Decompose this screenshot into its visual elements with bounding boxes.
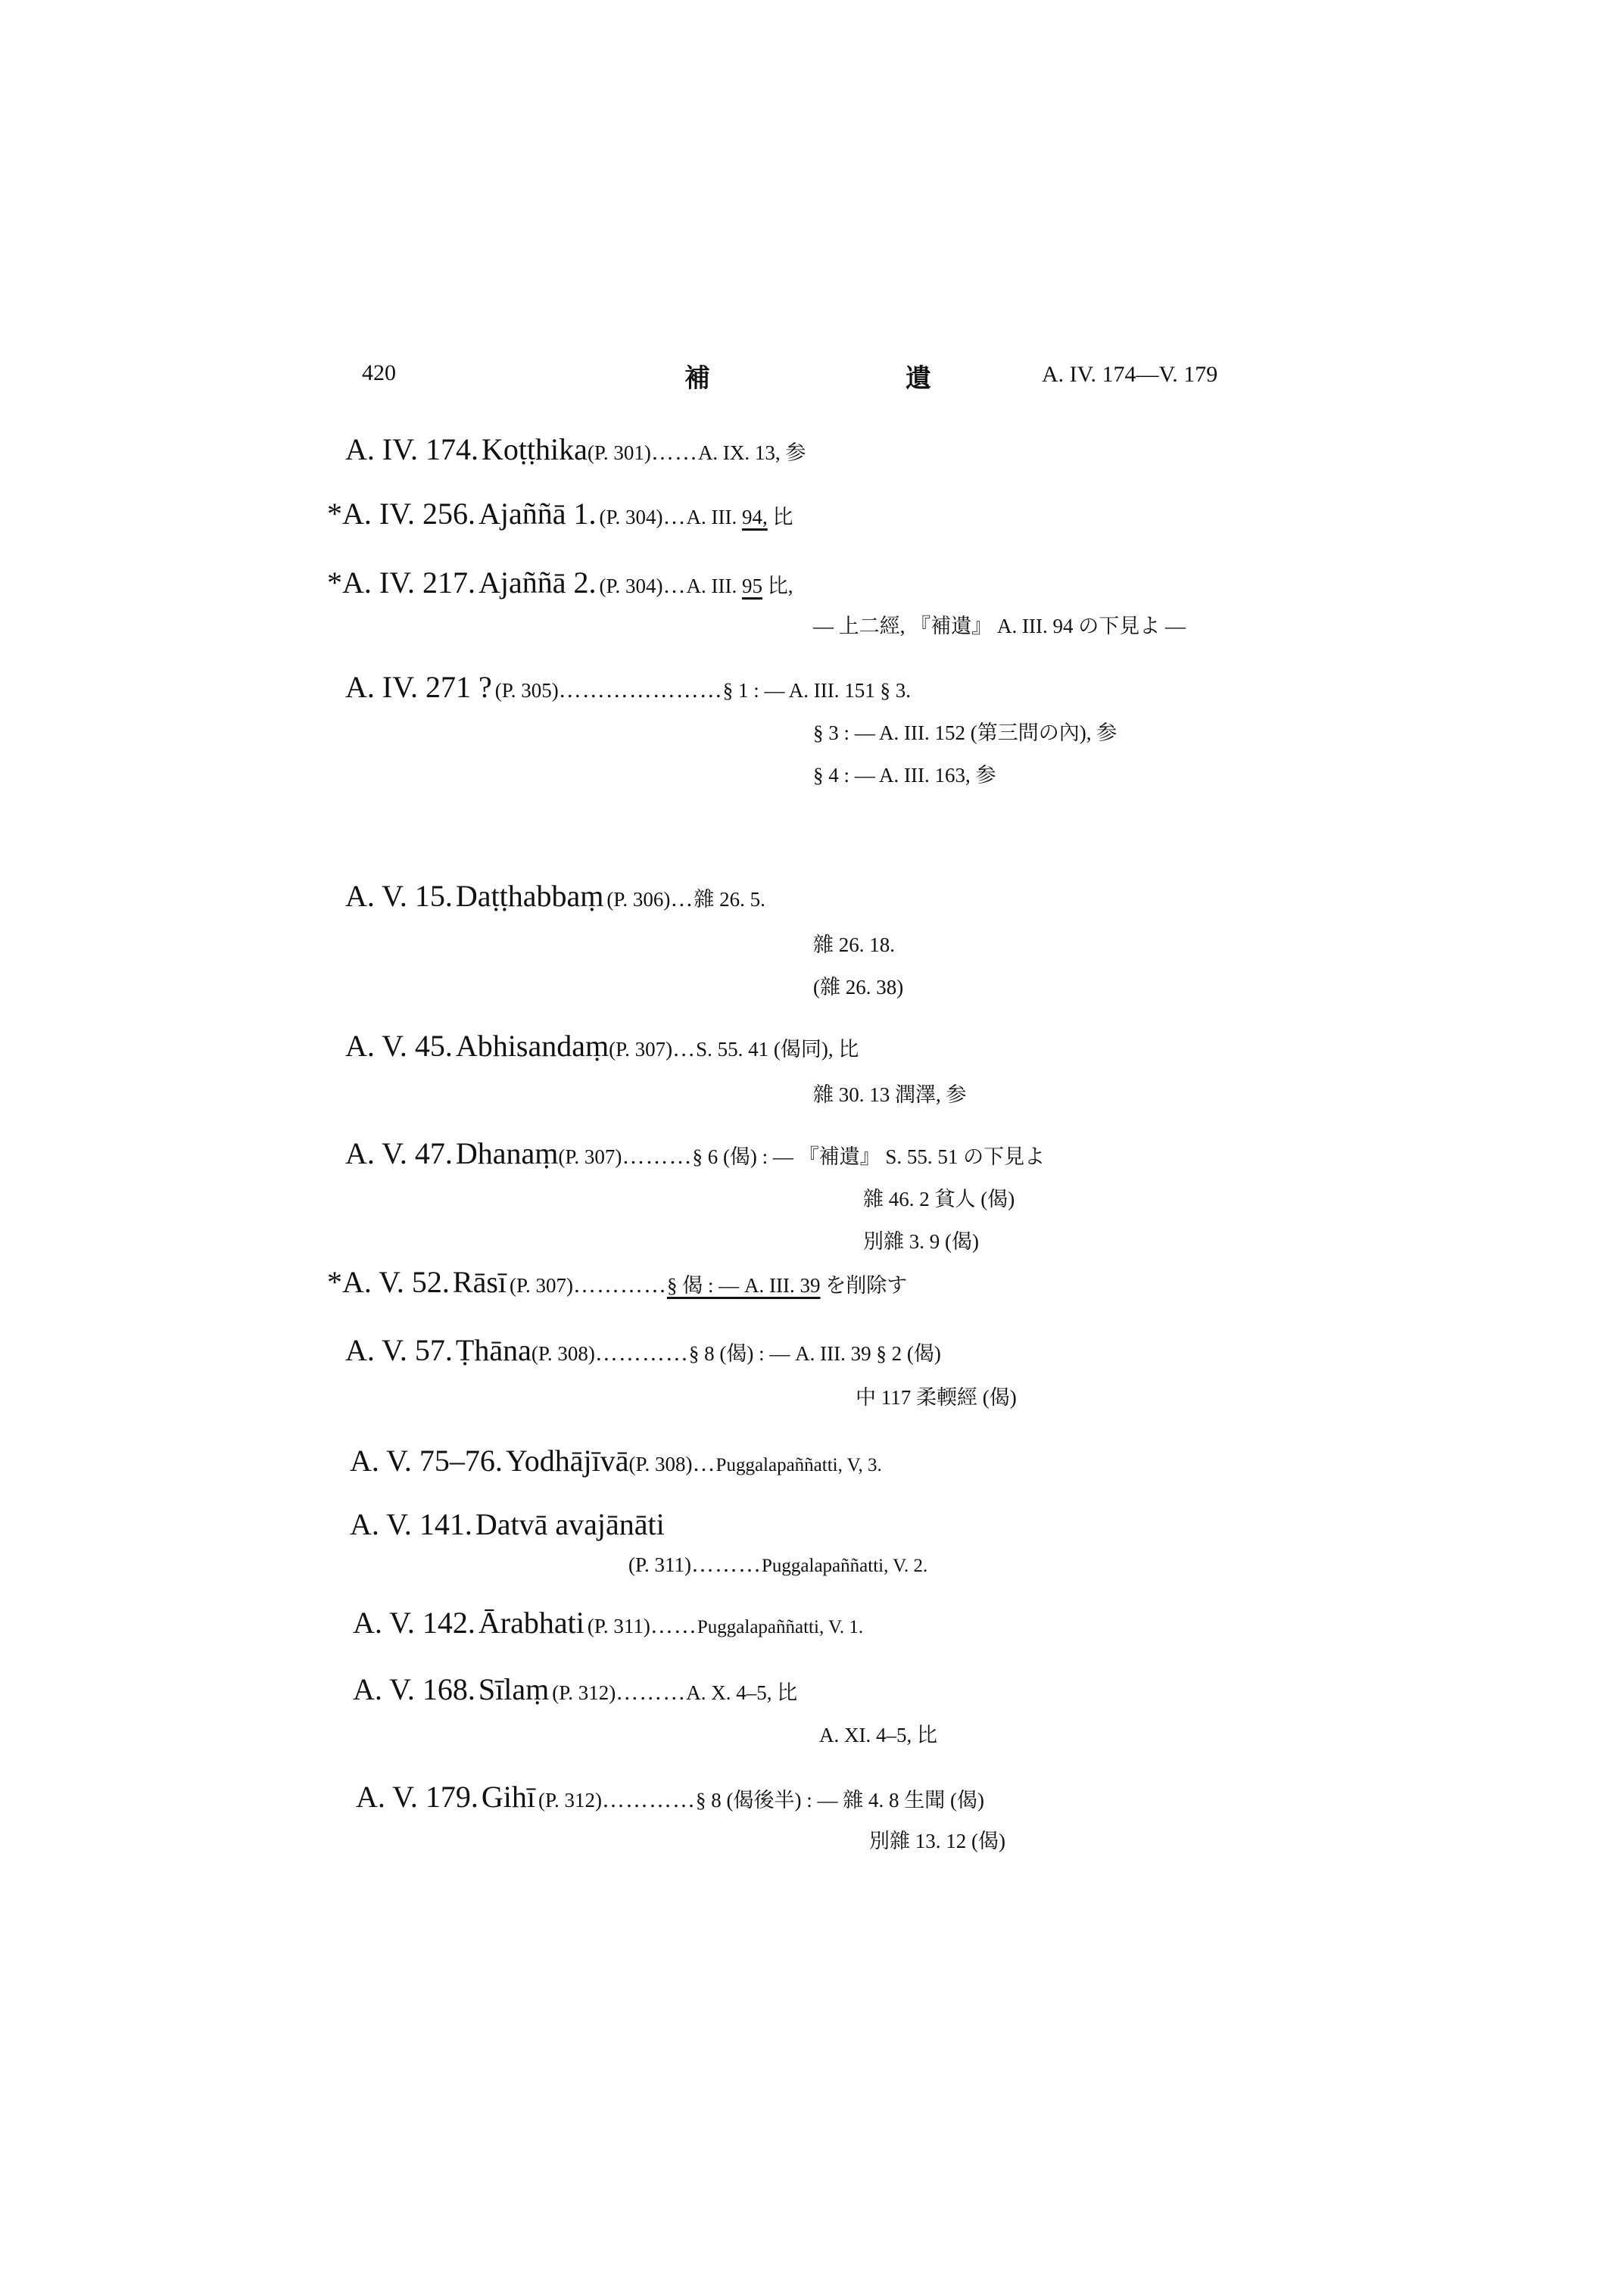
page-number: 420 (362, 360, 396, 385)
entry-subline: 中 117 柔輭經 (偈) (856, 1386, 1017, 1409)
leader-dots: … (662, 504, 687, 529)
entry (327, 1264, 907, 1300)
leader-dots: … (692, 1451, 716, 1476)
entry-title: Gihī (481, 1780, 536, 1814)
entry-ref: A. V. 57. (345, 1333, 453, 1367)
entry (350, 1506, 665, 1542)
entry-target-suffix: 比, (762, 575, 793, 597)
entry-ref: A. V. 141. (350, 1507, 472, 1541)
running-title-right: 遺 (906, 365, 931, 393)
entry (356, 1779, 984, 1815)
entry-target-underlined: § 偈 : — A. III. 39 (667, 1274, 821, 1297)
entry-title: Ārabhati (478, 1606, 584, 1640)
entry-target: § 6 (偈) : — 『補遺』 S. 55. 51 の下見よ (692, 1145, 1046, 1168)
entry-ref: A. V. 47. (345, 1136, 453, 1170)
entry-subline: 雜 46. 2 貧人 (偈) (863, 1188, 1015, 1210)
entry-title: Dhanaṃ (455, 1136, 559, 1170)
entry-title: Ajaññā 1. (478, 497, 597, 531)
leader-dots: …… (650, 1613, 697, 1638)
entry-subline: 雜 26. 18. (813, 933, 895, 956)
entry-title: Yodhājīvā (505, 1444, 629, 1478)
entry (327, 565, 793, 600)
entry-ref: *A. IV. 217. (327, 565, 475, 600)
entry-title: Ajaññā 2. (478, 565, 597, 600)
entry-target: § 8 (偈) : — A. III. 39 § 2 (偈) (688, 1342, 941, 1365)
entry-title: Rāsī (452, 1265, 507, 1299)
entry-subline: — 上二經, 『補遺』 A. III. 94 の下見よ — (813, 615, 1186, 637)
entry-target: Puggalapaññatti, V, 3. (715, 1455, 882, 1475)
entry-ref: A. V. 15. (345, 879, 453, 913)
entry-target: Puggalapaññatti, V. 2. (762, 1556, 928, 1576)
entry-page: (P. 307) (609, 1038, 673, 1061)
entry (345, 1332, 941, 1368)
entry (345, 878, 765, 914)
entry-target-underlined: 95 (741, 575, 762, 597)
entry-target-prefix: A. III. (686, 506, 742, 528)
entry (345, 1028, 859, 1064)
leader-dots: ………………… (558, 678, 723, 703)
entry-target: 雜 26. 5. (694, 888, 765, 911)
entry-subline: (雜 26. 38) (813, 976, 904, 999)
entry-page: (P. 312) (538, 1789, 603, 1812)
leader-dots: … (670, 886, 694, 911)
entry-page: (P. 311) (628, 1553, 692, 1576)
leader-dots: ……… (691, 1552, 762, 1577)
entry (350, 1443, 882, 1478)
leader-dots: … (662, 573, 687, 598)
entry-subline: 別雜 13. 12 (偈) (869, 1830, 1005, 1852)
entry-target: A. X. 4–5, 比 (686, 1681, 798, 1704)
entry-ref: A. V. 168. (353, 1672, 475, 1706)
entry-target-prefix: A. III. (686, 575, 742, 597)
entry-ref: A. V. 75–76. (350, 1444, 503, 1478)
entry-continuation (628, 1552, 927, 1578)
entry (327, 496, 793, 531)
entry-page: (P. 307) (558, 1145, 622, 1168)
entry-title: Sīlaṃ (478, 1672, 550, 1706)
entry-ref: A. V. 45. (345, 1029, 453, 1063)
entry-page: (P. 312) (552, 1681, 616, 1704)
leader-dots: ……… (622, 1144, 693, 1169)
entry-target: S. 55. 41 (偈同), 比 (696, 1038, 859, 1061)
entry-page: (P. 305) (494, 679, 559, 702)
entry (353, 1671, 797, 1707)
entry-subline: A. XI. 4–5, 比 (819, 1724, 937, 1746)
entry (345, 1136, 1045, 1171)
entry-target-underlined: 94, (741, 506, 768, 528)
entry-target: Puggalapaññatti, V. 1. (697, 1617, 864, 1637)
entry (353, 1605, 863, 1640)
entry-ref: A. IV. 271 ? (345, 670, 492, 704)
entry-page: (P. 301) (587, 441, 651, 464)
entry-page: (P. 307) (510, 1274, 574, 1297)
entry-ref: A. IV. 174. (345, 432, 478, 466)
entry-title: Daṭṭhabbaṃ (455, 879, 604, 913)
entry-page: (P. 308) (628, 1453, 693, 1475)
entry-title: Abhisandaṃ (455, 1029, 609, 1063)
entry-page: (P. 311) (587, 1615, 650, 1637)
entry-title: Koṭṭhika (481, 432, 588, 466)
entry-subline: 別雜 3. 9 (偈) (863, 1230, 979, 1253)
leader-dots: ……… (616, 1680, 687, 1705)
leader-dots: …… (650, 440, 698, 465)
entry-title: Datvā avajānāti (475, 1507, 665, 1541)
entry-page: (P. 304) (599, 506, 663, 528)
entry-target: § 1 : — A. III. 151 § 3. (722, 679, 911, 702)
entry-ref: *A. V. 52. (327, 1265, 450, 1299)
entry-target-suffix: を削除す (820, 1274, 908, 1297)
entry-target: § 8 (偈後半) : — 雜 4. 8 生聞 (偈) (696, 1789, 985, 1812)
entry-title: Ṭhāna (455, 1333, 531, 1367)
entry-target-suffix: 比 (767, 506, 793, 528)
running-title-left: 補 (684, 365, 710, 393)
entry-ref: *A. IV. 256. (327, 497, 475, 531)
entry-target: A. IX. 13, 参 (697, 441, 806, 464)
leader-dots: ………… (594, 1341, 689, 1366)
entry-ref: A. V. 142. (353, 1606, 475, 1640)
running-range: A. IV. 174—V. 179 (1042, 362, 1218, 387)
entry-subline: § 3 : — A. III. 152 (第三問の內), 参 (813, 721, 1117, 744)
entry-subline: 雜 30. 13 潤澤, 参 (813, 1083, 967, 1106)
entry-page: (P. 306) (606, 888, 671, 911)
entry (345, 431, 806, 467)
entry-subline: § 4 : — A. III. 163, 参 (813, 764, 996, 787)
leader-dots: ………… (602, 1787, 697, 1812)
entry-ref: A. V. 179. (356, 1780, 478, 1814)
entry (345, 669, 911, 705)
leader-dots: … (672, 1036, 697, 1061)
entry-page: (P. 304) (599, 575, 663, 597)
entry-page: (P. 308) (531, 1342, 595, 1365)
leader-dots: ………… (573, 1273, 668, 1298)
